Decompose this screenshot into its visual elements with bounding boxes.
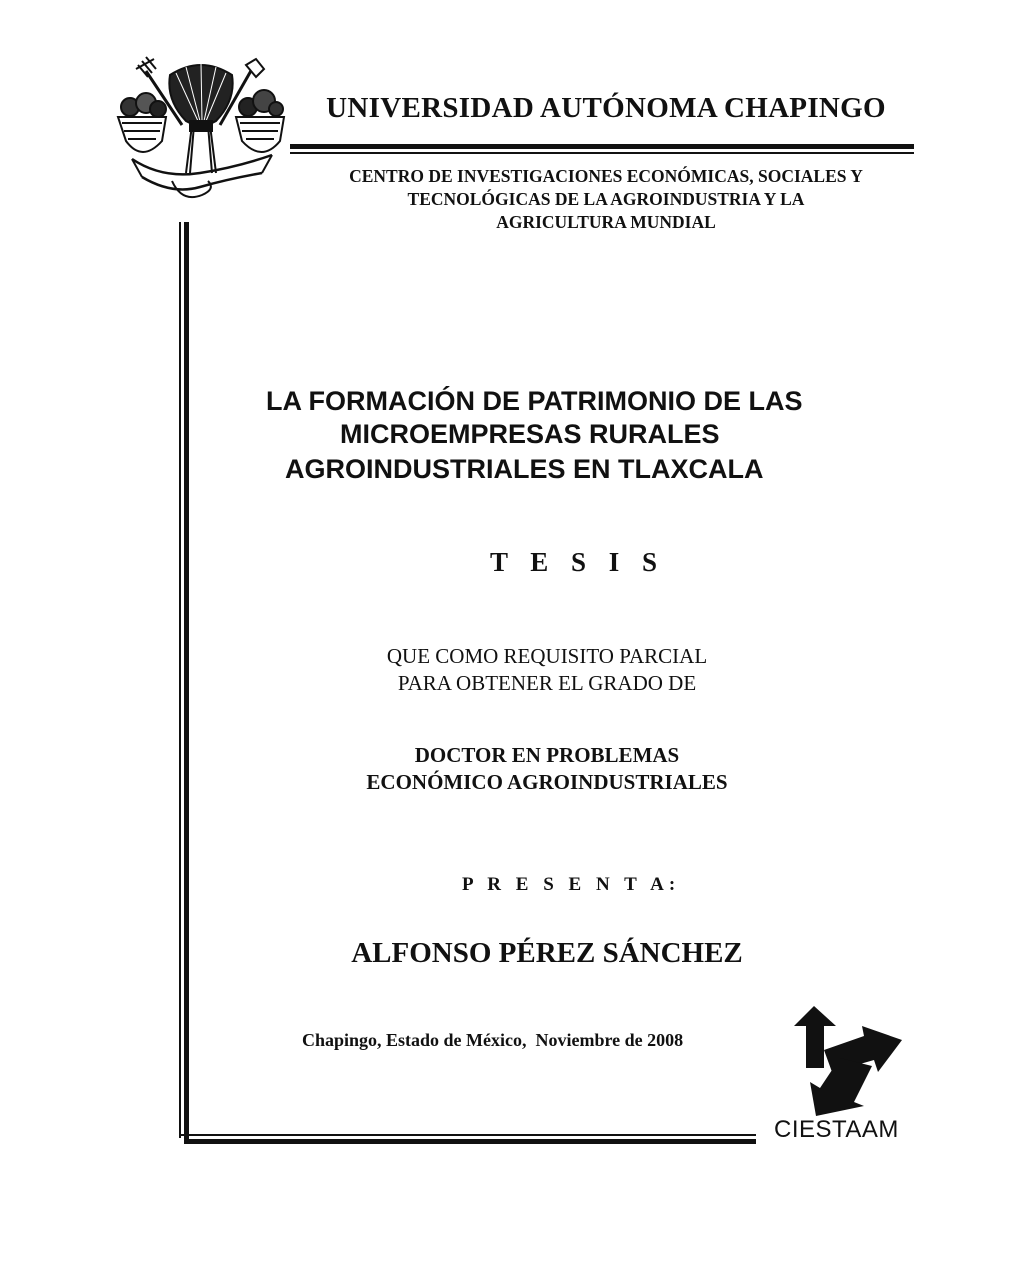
center-name-line: AGRICULTURA MUNDIAL (496, 212, 716, 232)
frame-left-border-thin (179, 222, 181, 1138)
degree-name (300, 742, 794, 796)
university-emblem-icon (112, 55, 290, 207)
research-center-name (300, 165, 912, 234)
requirement-line: PARA OBTENER EL GRADO DE (397, 671, 697, 695)
university-name: UNIVERSIDAD AUTÓNOMA CHAPINGO (326, 92, 886, 124)
frame-left-border-thick (184, 222, 189, 1143)
place-and-date: Chapingo, Estado de México, Noviembre de 2008 (302, 1030, 684, 1050)
ciestaam-arrows-icon (790, 1006, 910, 1118)
thesis-title-line: MICROEMPRESAS RURALES (340, 419, 720, 449)
degree-line: DOCTOR EN PROBLEMAS (414, 743, 680, 767)
frame-bottom-border-thick (184, 1139, 756, 1144)
degree-line: ECONÓMICO AGROINDUSTRIALES (366, 770, 728, 794)
center-name-line: CENTRO DE INVESTIGACIONES ECONÓMICAS, SOCIALES Y (349, 166, 863, 186)
ciestaam-label: CIESTAAM (774, 1116, 899, 1143)
requirement-line: QUE COMO REQUISITO PARCIAL (386, 644, 708, 668)
thesis-title-line: LA FORMACIÓN DE PATRIMONIO DE LAS (266, 386, 803, 416)
document-type-label: T E S I S (490, 547, 666, 577)
frame-bottom-border-thin (179, 1134, 756, 1136)
presenta-label: P R E S E N T A: (462, 874, 681, 895)
author-name: ALFONSO PÉREZ SÁNCHEZ (351, 937, 743, 969)
thesis-title-line: AGROINDUSTRIALES EN TLAXCALA (285, 454, 764, 484)
header-rule-thin (290, 152, 914, 154)
header-rule-thick (290, 144, 914, 149)
requirement-text (300, 643, 794, 697)
center-name-line: TECNOLÓGICAS DE LA AGROINDUSTRIA Y LA (407, 189, 805, 209)
